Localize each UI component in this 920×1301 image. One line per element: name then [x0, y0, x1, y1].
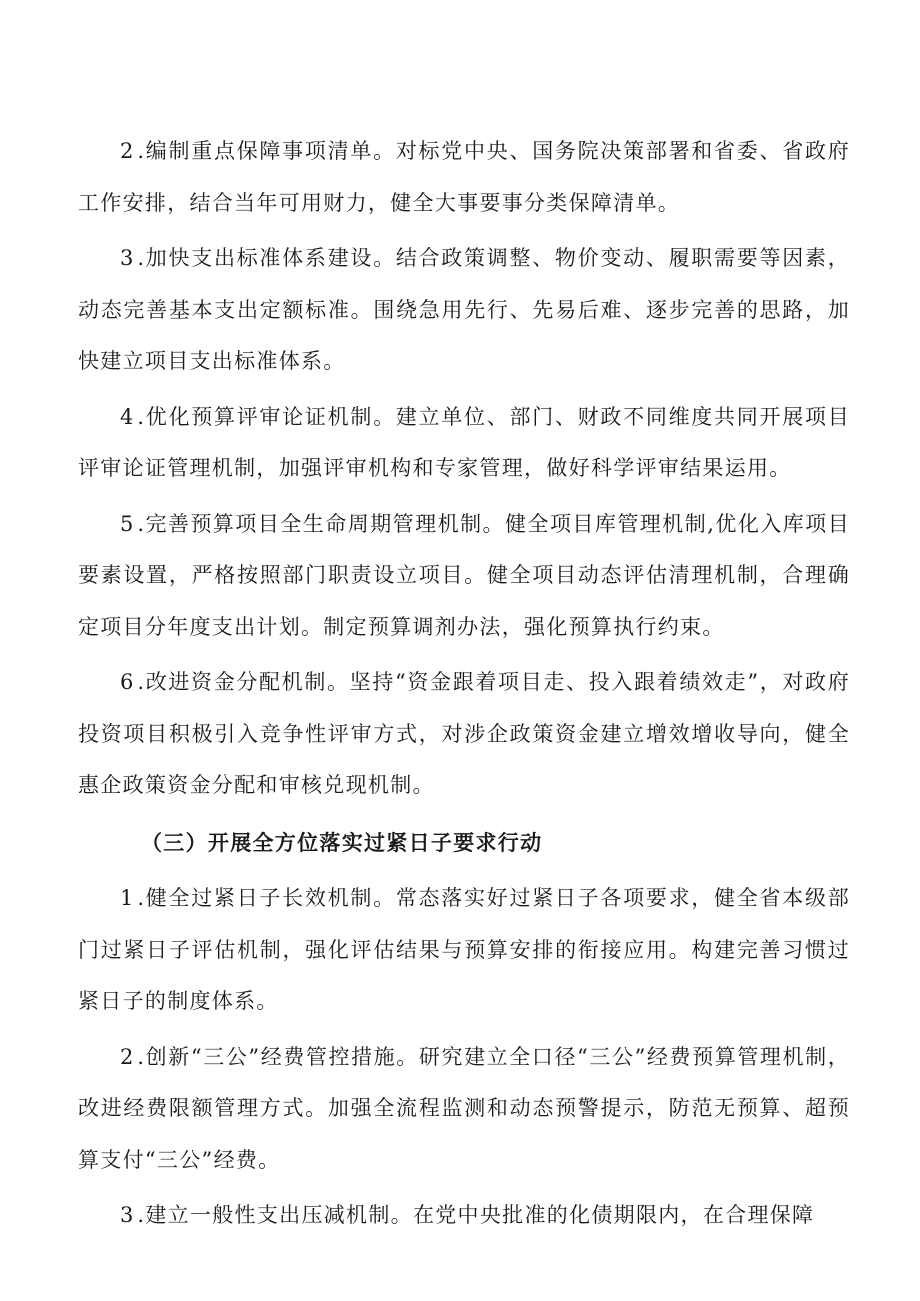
item-number: 4	[120, 404, 138, 429]
paragraph-text: .建立一般性支出压减机制。在党中央批准的化债期限内，在合理保障	[137, 1203, 815, 1227]
paragraph-item-2b	[78, 1032, 850, 1187]
item-number: 6	[120, 670, 138, 694]
item-number: 5	[120, 511, 138, 536]
paragraph-text: .完善预算项目全生命周期管理机制。健全项目库管理机制,优化入库项目要素设置，严格按照部门职责设立项目。健全项目动态评估清理机制，合理确定项目分年度支出计划。制定预算调剂办法，强化预算执行约束。	[78, 511, 850, 639]
item-number: 3	[120, 246, 138, 270]
paragraph-text: .创新“三公”经费管控措施。研究建立全口径“三公”经费预算管理机制，改进经费限额管理方式。加强全流程监测和动态预警提示，防范无预算、超预算支付“三公”经费。	[78, 1044, 850, 1172]
item-number: 3	[120, 1203, 138, 1227]
paragraph-text: .改进资金分配机制。坚持“资金跟着项目走、投入跟着绩效走”，对政府投资项目积极引入竞争性评审方式，对涉企政策资金建立增效增收导向，健全惠企政策资金分配和审核兑现机制。	[78, 670, 850, 797]
item-number: 2	[120, 1044, 138, 1069]
paragraph-item-1	[78, 873, 850, 1028]
paragraph-item-6	[78, 657, 850, 812]
paragraph-item-3	[78, 233, 850, 388]
paragraph-text: .优化预算评审论证机制。建立单位、部门、财政不同维度共同开展项目评审论证管理机制，加强评审机构和专家管理，做好科学评审结果运用。	[78, 404, 850, 480]
paragraph-text: .编制重点保障事项清单。对标党中央、国务院决策部署和省委、省政府工作安排，结合当年可用财力，健全大事要事分类保障清单。	[78, 139, 850, 215]
paragraph-item-2	[78, 126, 850, 229]
paragraph-item-5	[78, 499, 850, 654]
paragraph-text: .加快支出标准体系建设。结合政策调整、物价变动、履职需要等因素，动态完善基本支出定额标准。围绕急用先行、先易后难、逐步完善的思路，加快建立项目支出标准体系。	[78, 246, 850, 373]
item-number: 2	[120, 139, 138, 163]
paragraph-text: .健全过紧日子长效机制。常态落实好过紧日子各项要求，健全省本级部门过紧日子评估机制，强化评估结果与预算安排的衔接应用。构建完善习惯过紧日子的制度体系。	[78, 886, 850, 1013]
item-number: 1	[120, 886, 138, 910]
section-heading: （三）开展全方位落实过紧日子要求行动	[141, 830, 543, 855]
paragraph-item-3b	[78, 1190, 850, 1242]
paragraph-item-4	[78, 392, 850, 495]
